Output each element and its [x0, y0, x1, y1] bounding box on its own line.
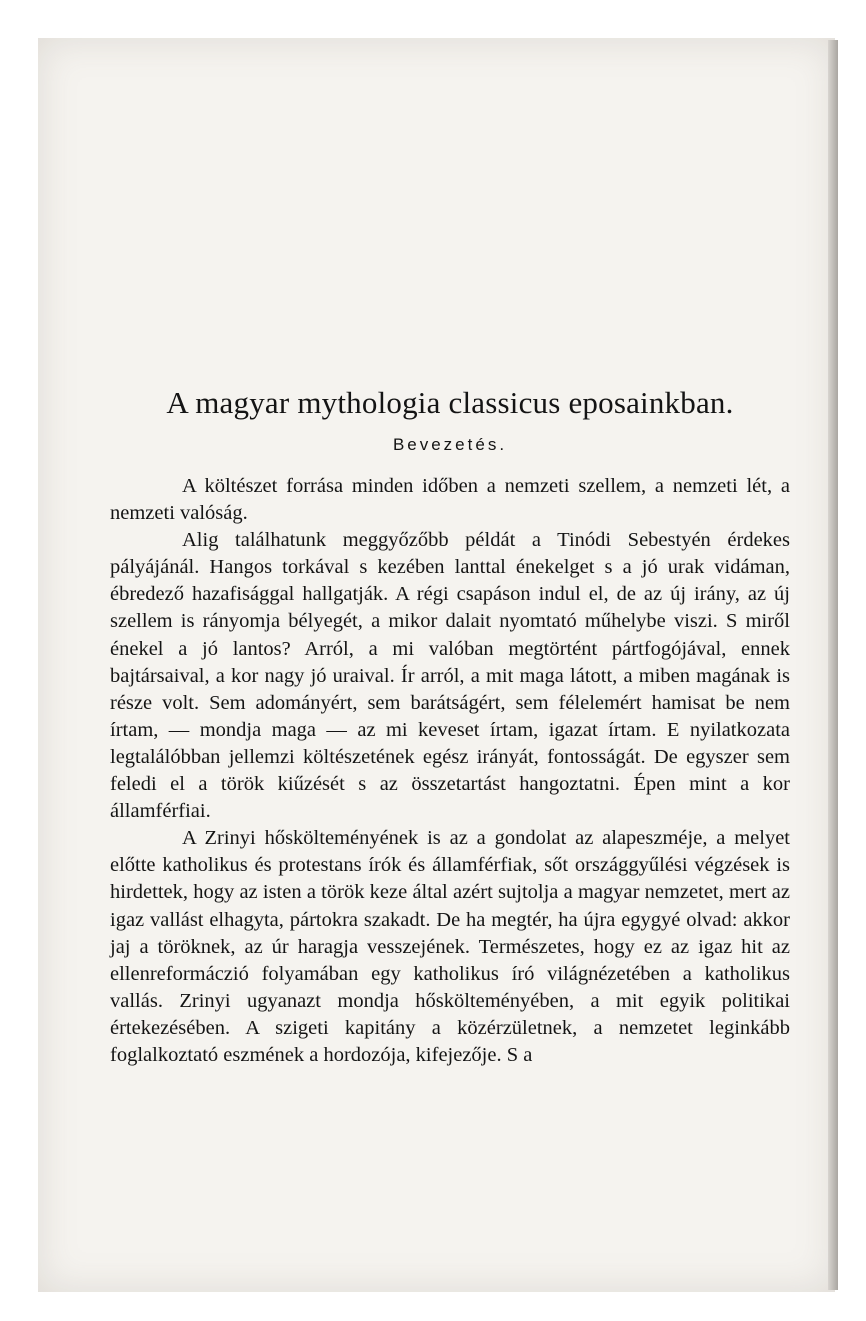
paragraph: A költészet forrása minden időben a nemzeti szellem, a nemzeti lét, a nemzeti valóság.: [110, 475, 790, 525]
paragraph: A Zrinyi hőskölteményének is az a gondolat az alapeszméje, a melyet előtte katholikus és protestans írók és államférfiak, sőt országgyűlési végzések is hirdettek, hogy az isten a török keze által azért sujtolja a magyar nemzetet, mert az igaz vallást elhagyta, pártokra szakadt. De ha megtér, ha újra egygyé olvad: akkor jaj a töröknek, az úr haragja vesszejének. Természetes, hogy ez az igaz hit az ellenreformáczió folyamában egy katholikus író világnézetében a katholikus vallás. Zrinyi ugyanazt mondja hőskölteményében, a mit egyik politikai értekezésében. A szigeti kapitány a közérzületnek, a nemzetet leginkább foglalkoztató eszmének a hordozója, kifejezője. S a: [110, 827, 790, 1066]
chapter-title: A magyar mythologia classicus eposainkban.: [166, 385, 734, 420]
section-heading: Bevezetés.: [392, 435, 508, 454]
page-edge-shadow: [828, 40, 838, 1290]
page-text: [110, 385, 790, 1069]
paragraph: Alig találhatunk meggyőzőbb példát a Tinódi Sebestyén érdekes pályájánál. Hangos torkával s kezében lanttal énekelget s a jó urak vidáman, ébredező hazafisággal hallgatják. A régi csapáson indul el, de az új irány, az új szellem is rányomja bélyegét, a mikor dalait nyomtató műhelybe viszi. S miről énekel a jó lantos? Arról, a mi valóban megtörtént pártfogójával, ennek bajtársaival, a kor nagy jó uraival. Ír arról, a mit maga látott, a miben magának is része volt. Sem adományért, sem barátságért, sem félelemért hamisat be nem írtam, — mondja maga — az mi keveset írtam, igazat írtam. E nyilatkozata legtalálóbban jellemzi költészetének egész irányát, fontosságát. De egyszer sem feledi el a török kiűzését s az összetartást hangoztatni. Épen mint a kor államférfiai.: [110, 529, 790, 823]
